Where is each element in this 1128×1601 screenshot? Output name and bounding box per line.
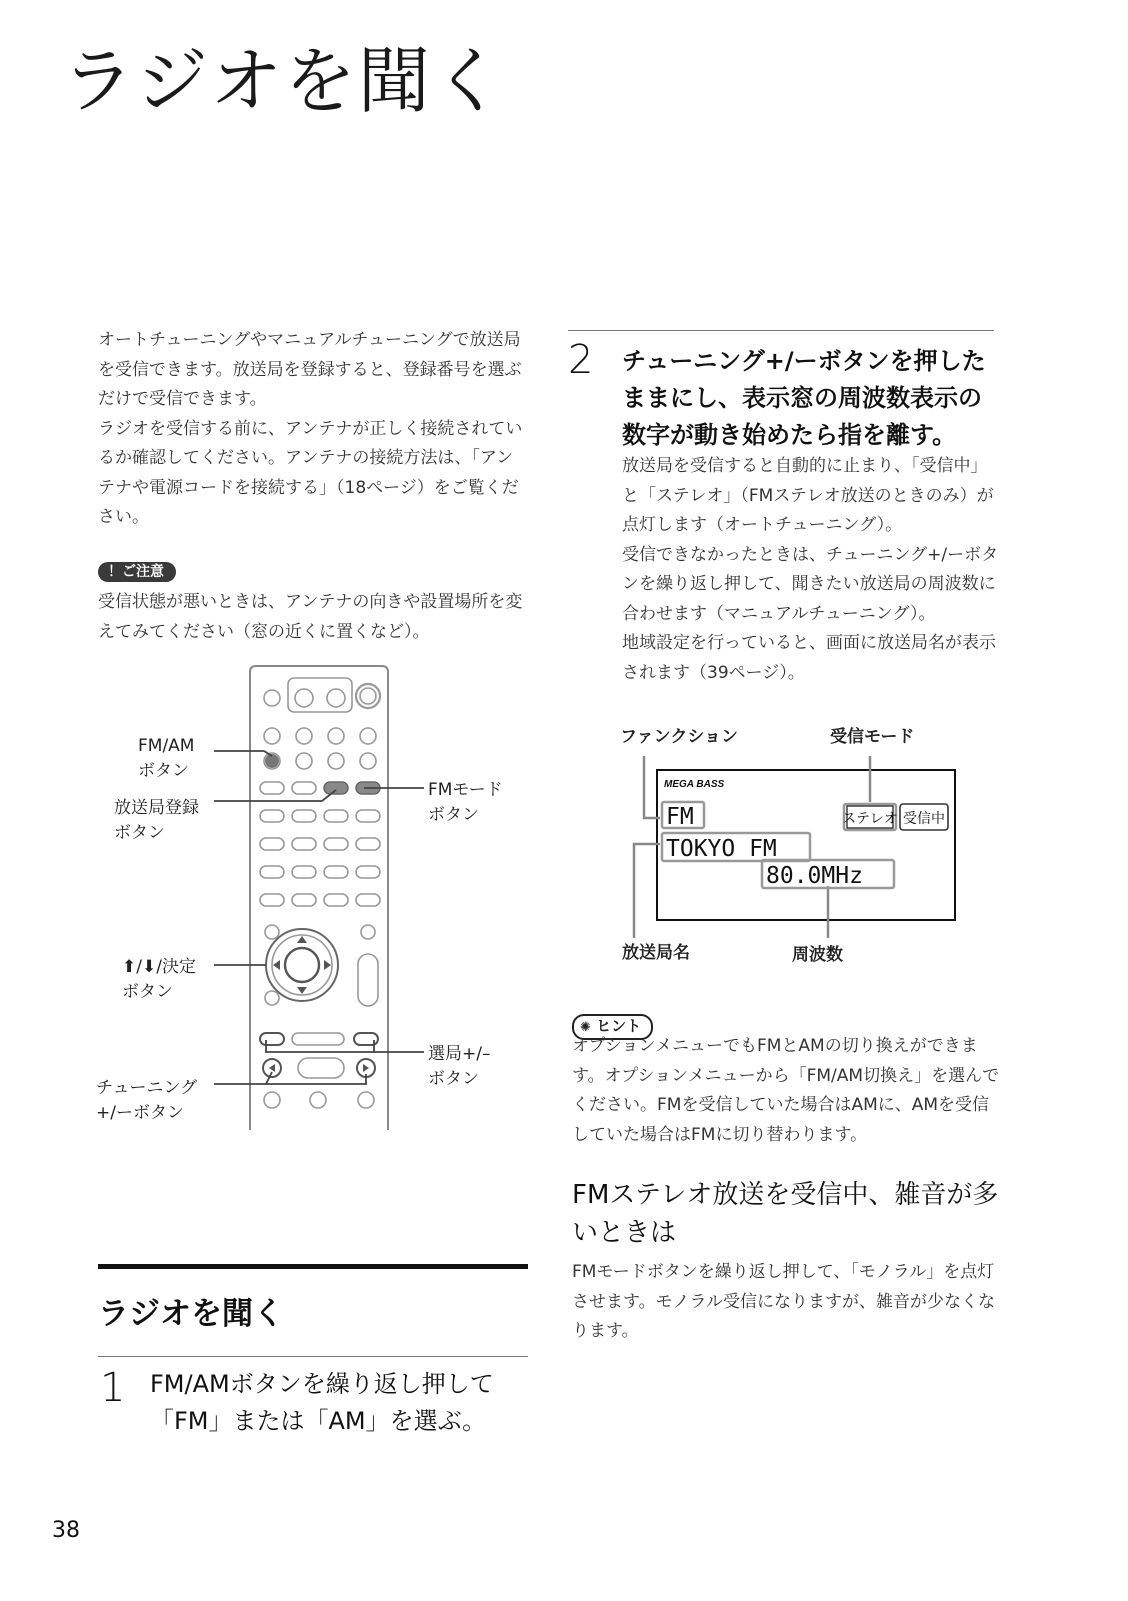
- preset-button-label: 放送局登録 ボタン: [114, 798, 199, 843]
- lightbulb-icon: ✺: [580, 1020, 591, 1035]
- step2-rule: [568, 330, 994, 331]
- step1-rule: [98, 1356, 528, 1357]
- stereo-indicator: ステレオ: [842, 811, 898, 827]
- hint-text: オプションメニューでもFMとAMの切り換えができます。オプションメニューから「FM/AM切換え」を選んでください。FMを受信していた場合はAMに、AMを受信していた場合はFMに切り替わります。: [572, 1036, 1000, 1145]
- intro-paragraph-2: ラジオを受信する前に、アンテナが正しく接続されているか確認してください。アンテナの接続方法は、「アンテナや電源コードを接続する」（18ページ）をご覧ください。: [98, 418, 523, 527]
- frequency-label: 周波数: [792, 945, 843, 965]
- caution-text: 受信状態が悪いときは、アンテナの向きや設置場所を変えてみてください（窓の近くに置くなど）。: [98, 592, 523, 642]
- enter-button-label: ⬆/⬇/決定 ボタン: [122, 957, 196, 1002]
- step2-number: 2: [568, 337, 594, 383]
- function-label: ファンクション: [620, 727, 738, 747]
- section-title: ラジオを聞く: [98, 1296, 284, 1332]
- step1-text: FM/AMボタンを繰り返し押して 「FM」または「AM」を選ぶ。: [150, 1370, 494, 1435]
- step2-body: 放送局を受信すると自動的に止まり、「受信中」と「ステレオ」（FMステレオ放送のときのみ）が点灯します（オートチューニング）。 受信できなかったときは、チューニング+/ーボタンを繰り返し押して、聞きたい放送局の周波数に合わせます（マニュアルチューニング）。 地域設定を行っていると、画面に放送局名が表示されます（39ページ）。: [622, 456, 999, 683]
- page-number: 38: [52, 1518, 80, 1543]
- display-frequency: 80.0MHz: [766, 863, 863, 889]
- fm-mode-button-label: FMモード ボタン: [428, 780, 503, 825]
- receiving-indicator: 受信中: [903, 811, 945, 827]
- fm-stereo-body: FMモードボタンを繰り返し押して、「モノラル」を点灯させます。モノラル受信になりますが、雑音が少なくなります。: [572, 1262, 995, 1341]
- intro-text: [98, 326, 528, 533]
- display-station-name: TOKYO FM: [666, 836, 777, 862]
- hint-badge: ✺ ヒント: [572, 1014, 653, 1040]
- display-panel-diagram: [620, 748, 970, 943]
- display-band: FM: [666, 804, 694, 830]
- section-rule: [98, 1264, 528, 1269]
- station-select-button-label: 選局+/– ボタン: [428, 1044, 491, 1089]
- fmam-button-label: FM/AM ボタン: [138, 736, 195, 781]
- tuning-button-label: チューニング +/ーボタン: [96, 1078, 198, 1123]
- megabass-indicator: MEGA BASS: [664, 779, 725, 790]
- receive-mode-label: 受信モード: [830, 727, 915, 747]
- caution-badge: ！ご注意: [98, 562, 176, 582]
- station-name-label: 放送局名: [622, 943, 690, 963]
- intro-paragraph-1: オートチューニングやマニュアルチューニングで放送局を受信できます。放送局を登録すると、登録番号を選ぶだけで受信できます。: [98, 330, 522, 409]
- step1-number: 1: [100, 1365, 126, 1411]
- page-title: ラジオを聞く: [62, 39, 507, 123]
- step2-text: チューニング+/ーボタンを押したままにし、表示窓の周波数表示の数字が動き始めたら指を離す。: [622, 347, 986, 449]
- fm-stereo-title: FMステレオ放送を受信中、雑音が多いときは: [572, 1180, 999, 1248]
